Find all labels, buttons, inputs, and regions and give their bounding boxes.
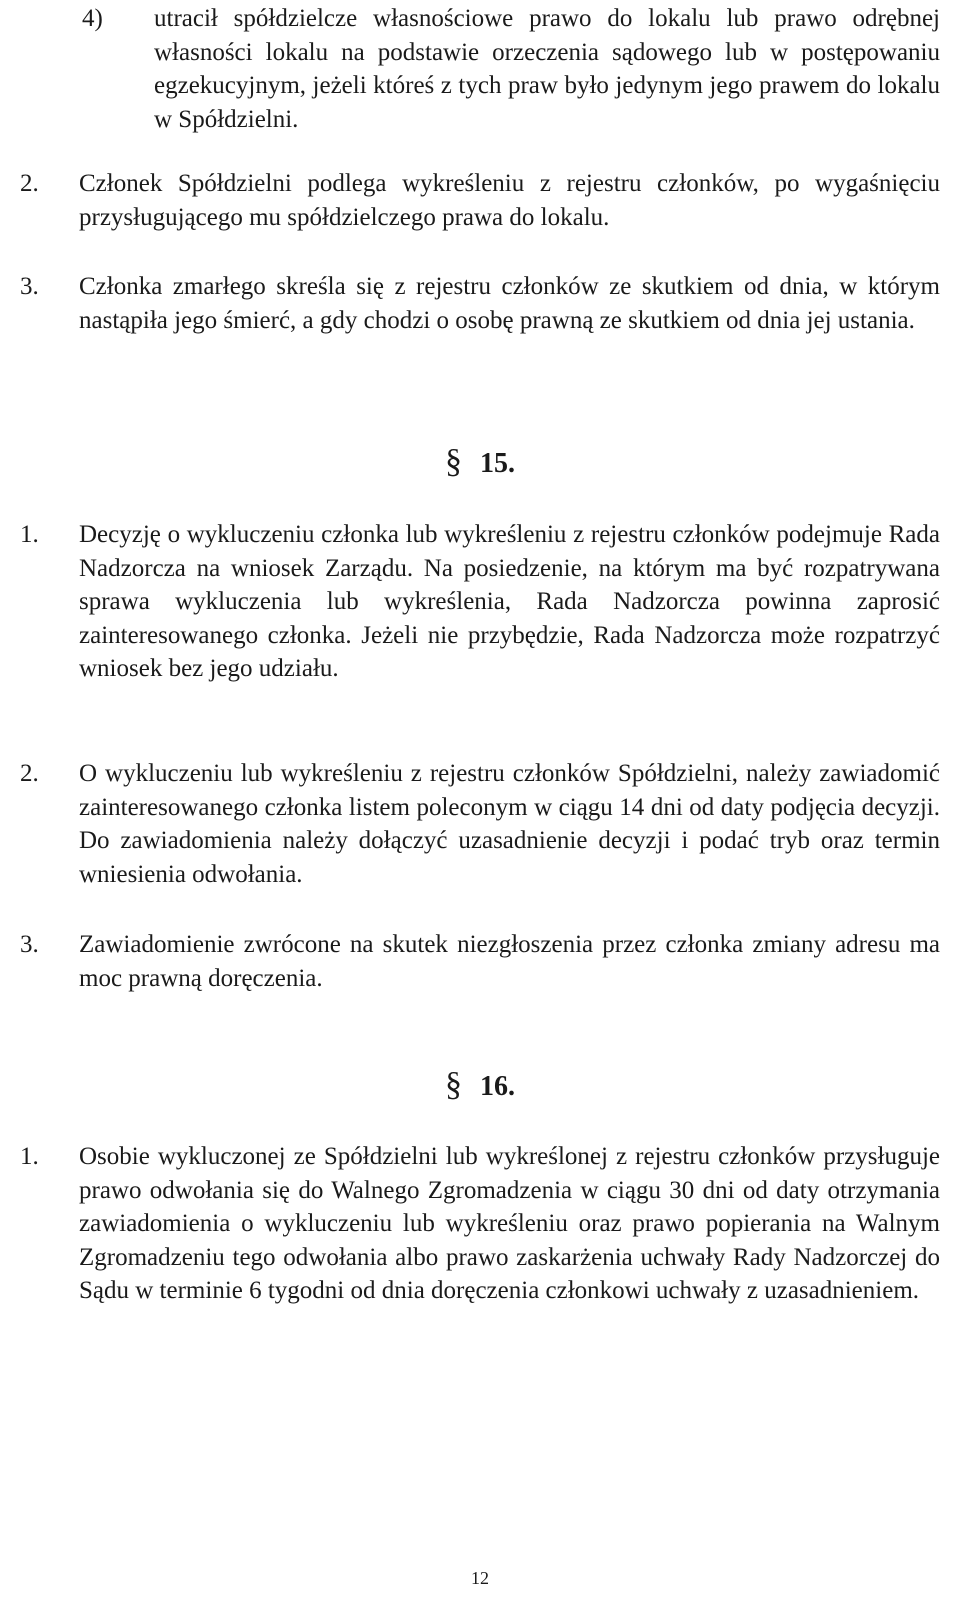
list-item-text: Członka zmarłego skreśla się z rejestru członków ze skutkiem od dnia, w którym nastąpiła jego śmierć, a gdy chodzi o osobę prawną ze skutkiem od dnia jej ustania. [79, 273, 940, 334]
section-number: 16. [480, 1071, 515, 1102]
section-heading [0, 445, 960, 481]
item-number: 1. [20, 521, 39, 548]
item-number: 2. [20, 760, 39, 787]
section-sign: § [445, 1066, 462, 1103]
item-number: 2. [20, 170, 39, 197]
item-number: 1. [20, 1143, 39, 1170]
list-item-text: O wykluczeniu lub wykreśleniu z rejestru członków Spółdzielni, należy zawiadomić zainteresowanego członka listem poleconym w ciągu 14 dni od daty podjęcia decyzji. Do zawiadomienia należy dołączyć uzasadnienie decyzji i podać tryb oraz termin wniesienia odwołania. [79, 760, 940, 888]
section-sign: § [445, 443, 462, 480]
item-number: 3. [20, 273, 39, 300]
list-item-text: Zawiadomienie zwrócone na skutek niezgłoszenia przez członka zmiany adresu ma moc prawną doręczenia. [79, 931, 940, 992]
item-number: 4) [82, 5, 103, 32]
section-heading [0, 1068, 960, 1104]
page-number: 12 [471, 1568, 489, 1588]
section-number: 15. [480, 448, 515, 479]
list-item-text: Decyzję o wykluczeniu członka lub wykreśleniu z rejestru członków podejmuje Rada Nadzorcza na wniosek Zarządu. Na posiedzenie, na którym ma być rozpatrywana sprawa wykluczenia lub wykreślenia, Rada Nadzorcza powinna zaprosić zainteresowanego członka. Jeżeli nie przybędzie, Rada Nadzorcza może rozpatrzyć wniosek bez jego udziału. [79, 521, 940, 683]
list-item-text: Członek Spółdzielni podlega wykreśleniu z rejestru członków, po wygaśnięciu przysługującego mu spółdzielczego prawa do lokalu. [79, 170, 940, 231]
item-number: 3. [20, 931, 39, 958]
list-item-text: Osobie wykluczonej ze Spółdzielni lub wykreślonej z rejestru członków przysługuje prawo odwołania się do Walnego Zgromadzenia w ciągu 30 dni od daty otrzymania zawiadomienia o wykluczeniu lub wykreśleniu oraz prawo popierania na Walnym Zgromadzeniu tego odwołania albo prawo zaskarżenia uchwały Rady Nadzorczej do Sądu w terminie 6 tygodni od dnia doręczenia członkowi uchwały z uzasadnieniem. [79, 1143, 940, 1305]
list-item-text: utracił spółdzielcze własnościowe prawo do lokalu lub prawo odrębnej własności lokalu na podstawie orzeczenia sądowego lub w postępowaniu egzekucyjnym, jeżeli któreś z tych praw było jedynym jego prawem do lokalu w Spółdzielni. [154, 5, 940, 133]
